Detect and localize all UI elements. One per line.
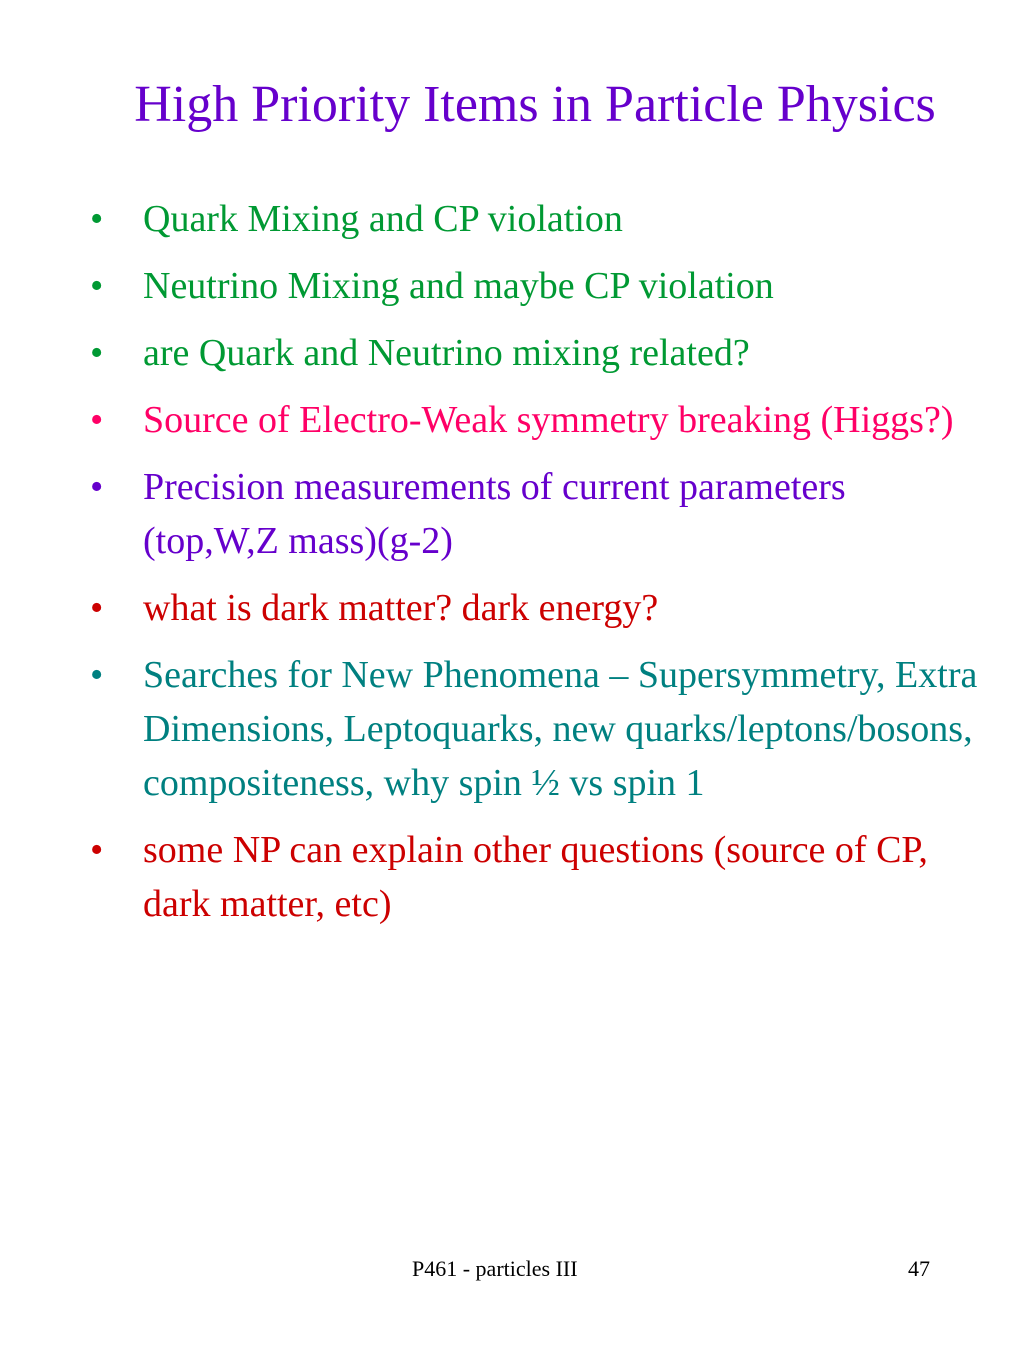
bullet-marker: •	[90, 198, 104, 240]
bullet-text: some NP can explain other questions (source of CP, dark matter, etc)	[143, 829, 928, 925]
bullet-text: Searches for New Phenomena – Supersymmetry, Extra Dimensions, Leptoquarks, new quarks/leptons/bosons, compositeness, why spin ½ vs spin 1	[143, 654, 978, 804]
bullet-marker: •	[90, 399, 104, 441]
bullet-item-precision	[90, 460, 990, 568]
bullet-text: Source of Electro-Weak symmetry breaking (Higgs?)	[143, 399, 954, 441]
bullet-item-new-phenomena	[90, 648, 990, 810]
footer-label: P461 - particles III	[412, 1256, 578, 1281]
bullet-text: Neutrino Mixing and maybe CP violation	[143, 265, 774, 307]
bullet-list	[90, 192, 990, 944]
bullet-item-electroweak	[90, 393, 990, 447]
page-number: 47	[908, 1256, 930, 1281]
bullet-marker: •	[90, 829, 104, 871]
bullet-text: are Quark and Neutrino mixing related?	[143, 332, 750, 374]
bullet-marker: •	[90, 587, 104, 629]
slide-title: High Priority Items in Particle Physics	[134, 76, 936, 133]
bullet-item-quark-mixing	[90, 192, 990, 246]
bullet-item-neutrino-mixing	[90, 259, 990, 313]
bullet-marker: •	[90, 332, 104, 374]
bullet-marker: •	[90, 466, 104, 508]
bullet-marker: •	[90, 265, 104, 307]
bullet-text: Precision measurements of current parameters (top,W,Z mass)(g-2)	[143, 466, 846, 562]
bullet-item-np-explain	[90, 823, 990, 931]
bullet-marker: •	[90, 654, 104, 696]
bullet-text: Quark Mixing and CP violation	[143, 198, 623, 240]
bullet-item-mixing-related	[90, 326, 990, 380]
bullet-item-dark-matter	[90, 581, 990, 635]
bullet-text: what is dark matter? dark energy?	[143, 587, 659, 629]
